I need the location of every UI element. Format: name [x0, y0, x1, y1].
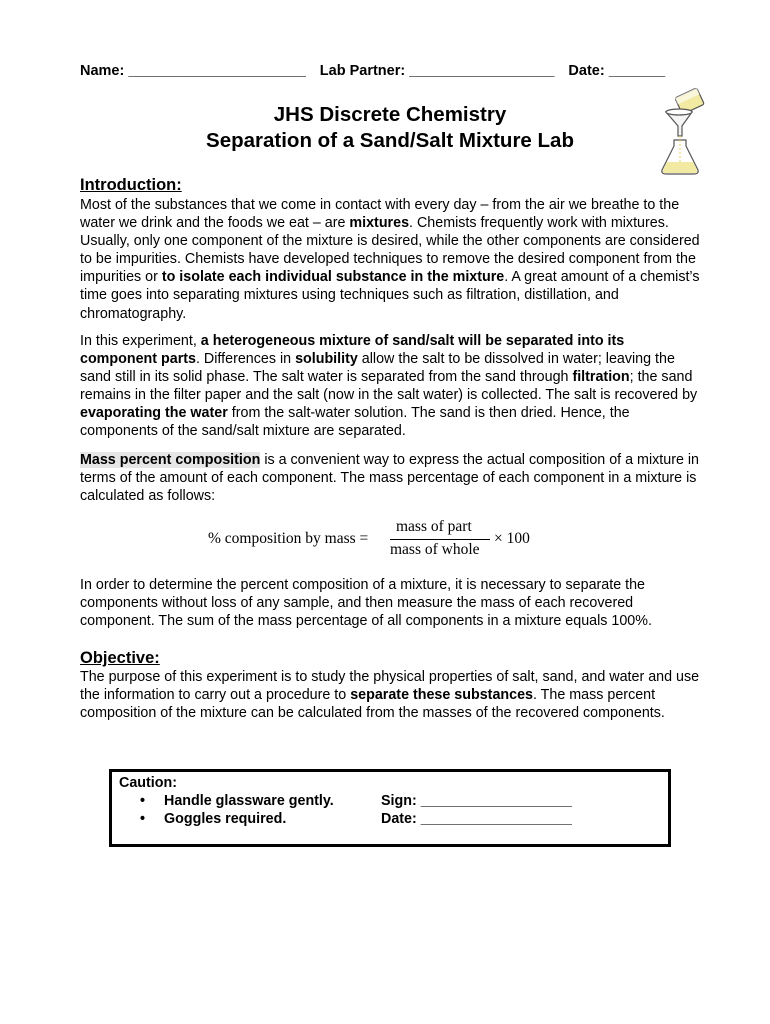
sign-field[interactable]: Sign: ___________________ — [381, 793, 572, 809]
formula-denominator: mass of whole — [390, 541, 480, 558]
p2-text-e: allow the salt to be dissolved in water; leaving the sand still in its solid phase. The salt water is separated from the sand through — [80, 351, 675, 386]
funnel-flask-icon — [652, 88, 712, 178]
lab-partner-field[interactable]: Lab Partner: __________________ — [319, 63, 555, 79]
obj-text-a: The purpose of this experiment is to study the physical properties of salt, sand, and water and use the information to carry out a procedure to — [80, 669, 700, 704]
intro-paragraph-2 — [80, 332, 700, 441]
formula-multiplier: × 100 — [494, 530, 530, 547]
formula-numerator: mass of part — [396, 518, 472, 535]
p1-text-e: . A great amount of a chemist’s time goes into separating mixtures using techniques such as filtration, distillation, and chromatography. — [80, 269, 700, 322]
caution-title: Caution: — [119, 775, 177, 791]
p2-bold-filtration: filtration — [572, 369, 630, 386]
p3-text-b: is a convenient way to express the actual composition of a mixture in terms of the amount of each component. The mass percentage of each component in a mixture is calculated as follows: — [80, 452, 700, 505]
introduction-heading: Introduction: — [80, 176, 182, 194]
p1-bold-mixtures: mixtures — [349, 215, 410, 232]
p1-bold-isolate: to isolate each individual substance in the mixture — [161, 269, 505, 286]
caution-box — [109, 769, 671, 847]
caution-item-label: Handle glassware gently. — [164, 793, 334, 809]
intro-paragraph-4: In order to determine the percent composition of a mixture, it is necessary to separate the components without loss of any sample, and then measure the mass of each recovered component. The sum of the mass percentage of all components in a mixture equals 100%. — [80, 577, 652, 630]
p2-text-i: from the salt-water solution. The sand is then dried. Hence, the components of the sand/salt mixture are separated. — [80, 405, 630, 440]
objective-heading: Objective: — [80, 649, 160, 667]
caution-date-field[interactable]: Date: ___________________ — [381, 811, 572, 827]
obj-text-c: . The mass percent composition of the mixture can be calculated from the masses of the recovered components. — [80, 687, 665, 722]
bullet-icon: • — [140, 793, 146, 809]
caution-item-label: Goggles required. — [164, 811, 287, 827]
p2-text-a: In this experiment, — [80, 333, 201, 349]
caution-item-glassware — [140, 793, 334, 809]
bullet-icon: • — [140, 811, 146, 827]
formula-lhs: % composition by mass = — [208, 530, 369, 547]
p2-bold-heterogeneous: a heterogeneous mixture of sand/salt will be separated into its component parts — [80, 333, 625, 368]
fraction-bar — [390, 539, 490, 540]
p2-bold-evaporating: evaporating the water — [80, 405, 228, 422]
caution-item-goggles — [140, 811, 286, 827]
date-field[interactable]: Date: _______ — [568, 63, 666, 79]
header-fields — [80, 63, 669, 79]
intro-paragraph-3 — [80, 451, 700, 505]
page-subtitle: Separation of a Sand/Salt Mixture Lab — [206, 129, 574, 152]
name-field[interactable]: Name: ______________________ — [80, 63, 306, 79]
obj-bold-separate: separate these substances — [350, 687, 533, 704]
p2-text-c: . Differences in — [195, 351, 296, 368]
mass-percent-highlight: Mass percent composition — [80, 452, 261, 468]
intro-paragraph-1 — [80, 196, 700, 323]
page-title: JHS Discrete Chemistry — [273, 103, 507, 126]
p2-text-g: ; the sand remains in the filter paper and the salt (now in the salt water) is collected. The salt is recovered by — [80, 369, 698, 404]
p1-text-c: . Chemists frequently work with mixtures. Usually, only one component of the mixture is desired, while the other components are considered to be impurities. Chemists have developed techniques to remove the desired component from the impurities or — [80, 215, 700, 286]
objective-paragraph — [80, 668, 700, 722]
p2-bold-solubility: solubility — [295, 351, 358, 368]
p1-text-a: Most of the substances that we come in contact with every day – from the air we breathe to the water we drink and the foods we eat – are — [80, 197, 680, 232]
